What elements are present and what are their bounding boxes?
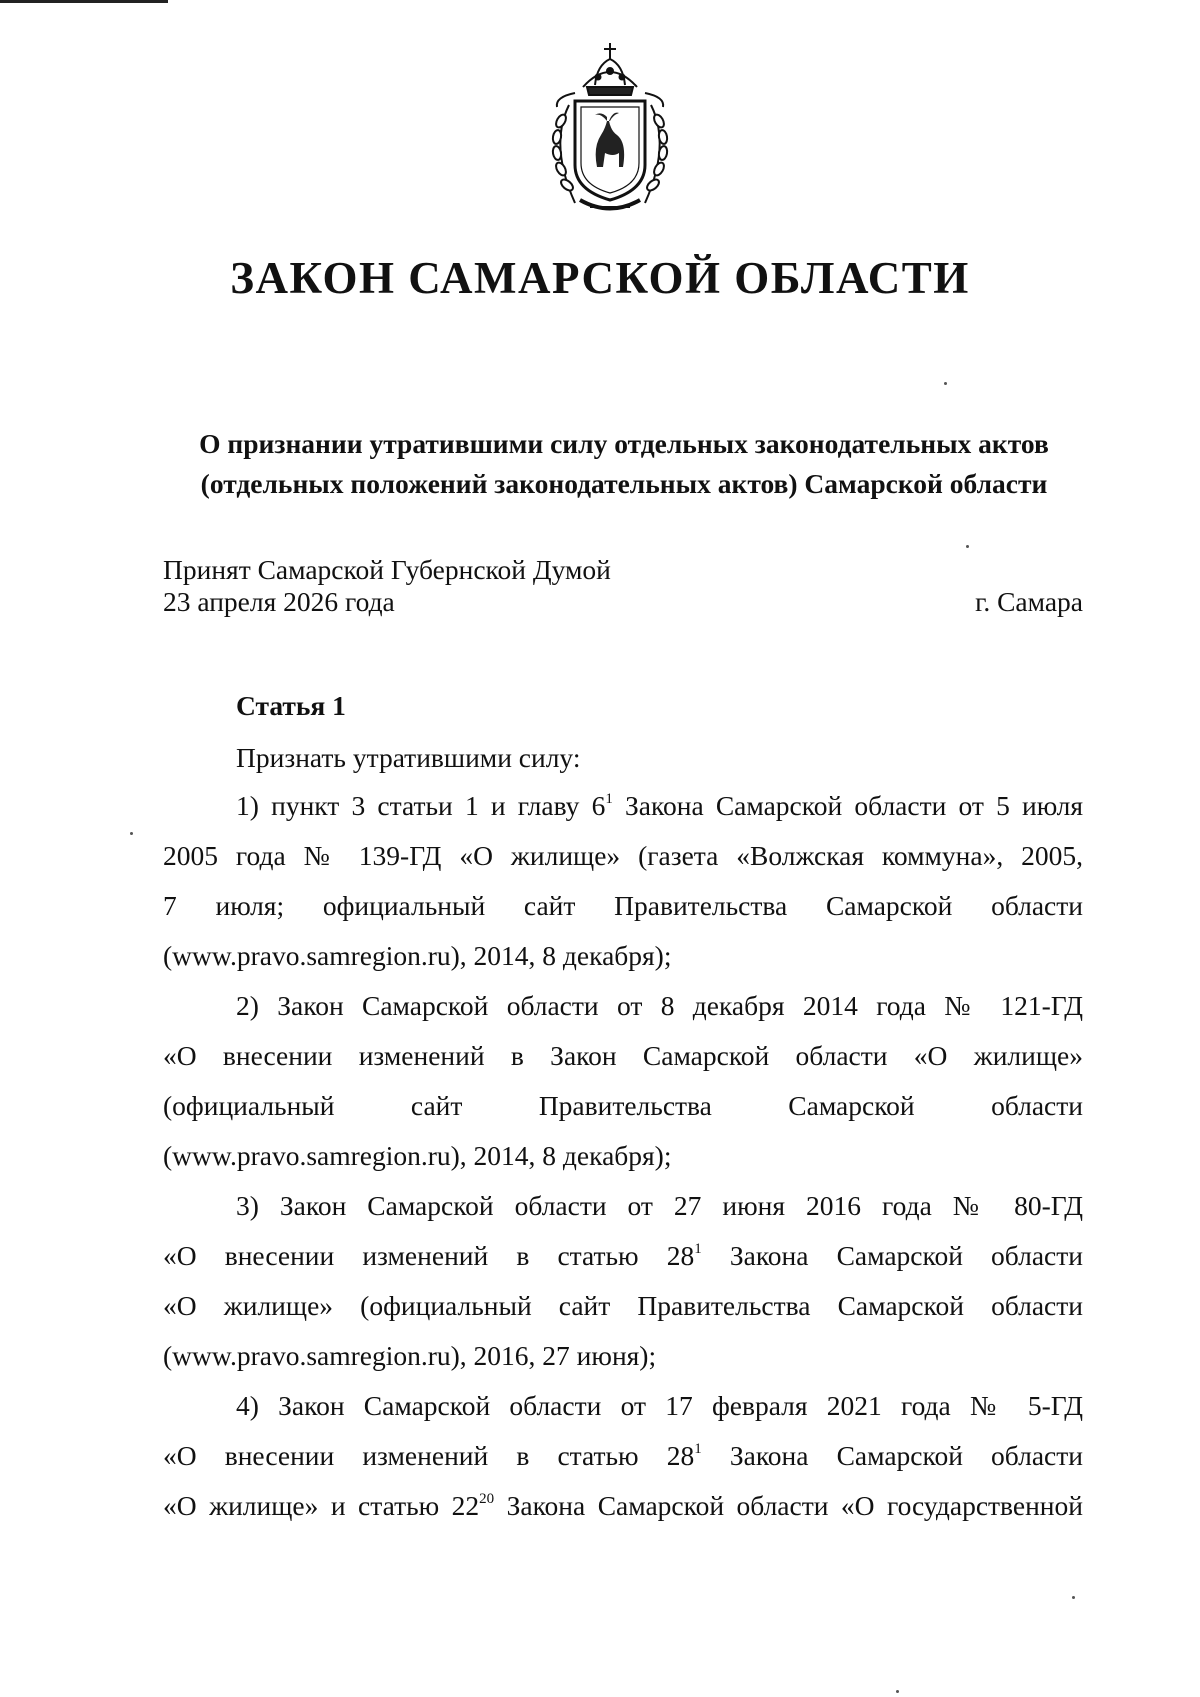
article-intro: Признать утратившими силу: (236, 742, 581, 773)
superscript: 1 (694, 1440, 702, 1457)
superscript: 20 (479, 1490, 495, 1507)
item-2-line-2: «О внесении изменений в Закон Самарской области «О жилище» (163, 1040, 1083, 1071)
scan-speck (966, 545, 969, 548)
scan-speck (944, 382, 947, 385)
item-text: «О внесении изменений в статью 28 (163, 1240, 695, 1271)
item-4-line-3 (163, 1490, 1083, 1522)
item-text: Закона Самарской области (701, 1240, 1083, 1271)
item-text: Закона Самарской области от 5 июля (612, 790, 1083, 821)
item-1-line-3: 7 июля; официальный сайт Правительства Самарской области (163, 890, 1083, 921)
scan-speck (1072, 1596, 1075, 1599)
superscript: 1 (605, 790, 613, 807)
item-1-line-4: (www.pravo.samregion.ru), 2014, 8 декабря); (163, 940, 672, 971)
item-text: «О внесении изменений в статью 28 (163, 1440, 695, 1471)
item-2-line-1: 2) Закон Самарской области от 8 декабря 2014 года № 121-ГД (236, 990, 1083, 1021)
item-text: 1) пункт 3 статьи 1 и главу 6 (236, 790, 606, 821)
adoption-city: г. Самара (975, 586, 1083, 617)
subject-line: О признании утратившими силу отдельных законодательных актов (199, 428, 1049, 459)
item-4-line-1: 4) Закон Самарской области от 17 февраля 2021 года № 5-ГД (236, 1390, 1083, 1421)
item-1-line-2: 2005 года № 139-ГД «О жилище» (газета «Волжская коммуна», 2005, (163, 840, 1083, 871)
item-2-line-4: (www.pravo.samregion.ru), 2014, 8 декабря); (163, 1140, 672, 1171)
superscript: 1 (694, 1240, 702, 1257)
item-text: «О жилище» и статью 22 (163, 1490, 480, 1521)
item-2-line-3: (официальный сайт Правительства Самарской области (163, 1090, 1083, 1121)
samara-coat-of-arms-emblem (535, 35, 685, 220)
adopted-by-text: Принят Самарской Губернской Думой (163, 554, 611, 585)
document-subject (150, 424, 1098, 504)
item-text: Закона Самарской области «О государственной (494, 1490, 1083, 1521)
item-4-line-2 (163, 1440, 1083, 1472)
scan-speck (130, 832, 133, 835)
item-3-line-1: 3) Закон Самарской области от 27 июня 2016 года № 80-ГД (236, 1190, 1083, 1221)
item-3-line-4: (www.pravo.samregion.ru), 2016, 27 июня); (163, 1340, 657, 1371)
item-3-line-2 (163, 1240, 1083, 1272)
scan-edge-line (0, 0, 168, 3)
item-1-line-1 (236, 790, 1083, 822)
document-title: ЗАКОН САМАРСКОЙ ОБЛАСТИ (230, 253, 970, 303)
scan-speck (896, 1690, 899, 1693)
subject-line: (отдельных положений законодательных актов) Самарской области (200, 468, 1048, 499)
item-text: Закона Самарской области (701, 1440, 1083, 1471)
article-title: Статья 1 (236, 690, 346, 721)
adoption-date: 23 апреля 2026 года (163, 586, 395, 617)
item-3-line-3: «О жилище» (официальный сайт Правительства Самарской области (163, 1290, 1083, 1321)
